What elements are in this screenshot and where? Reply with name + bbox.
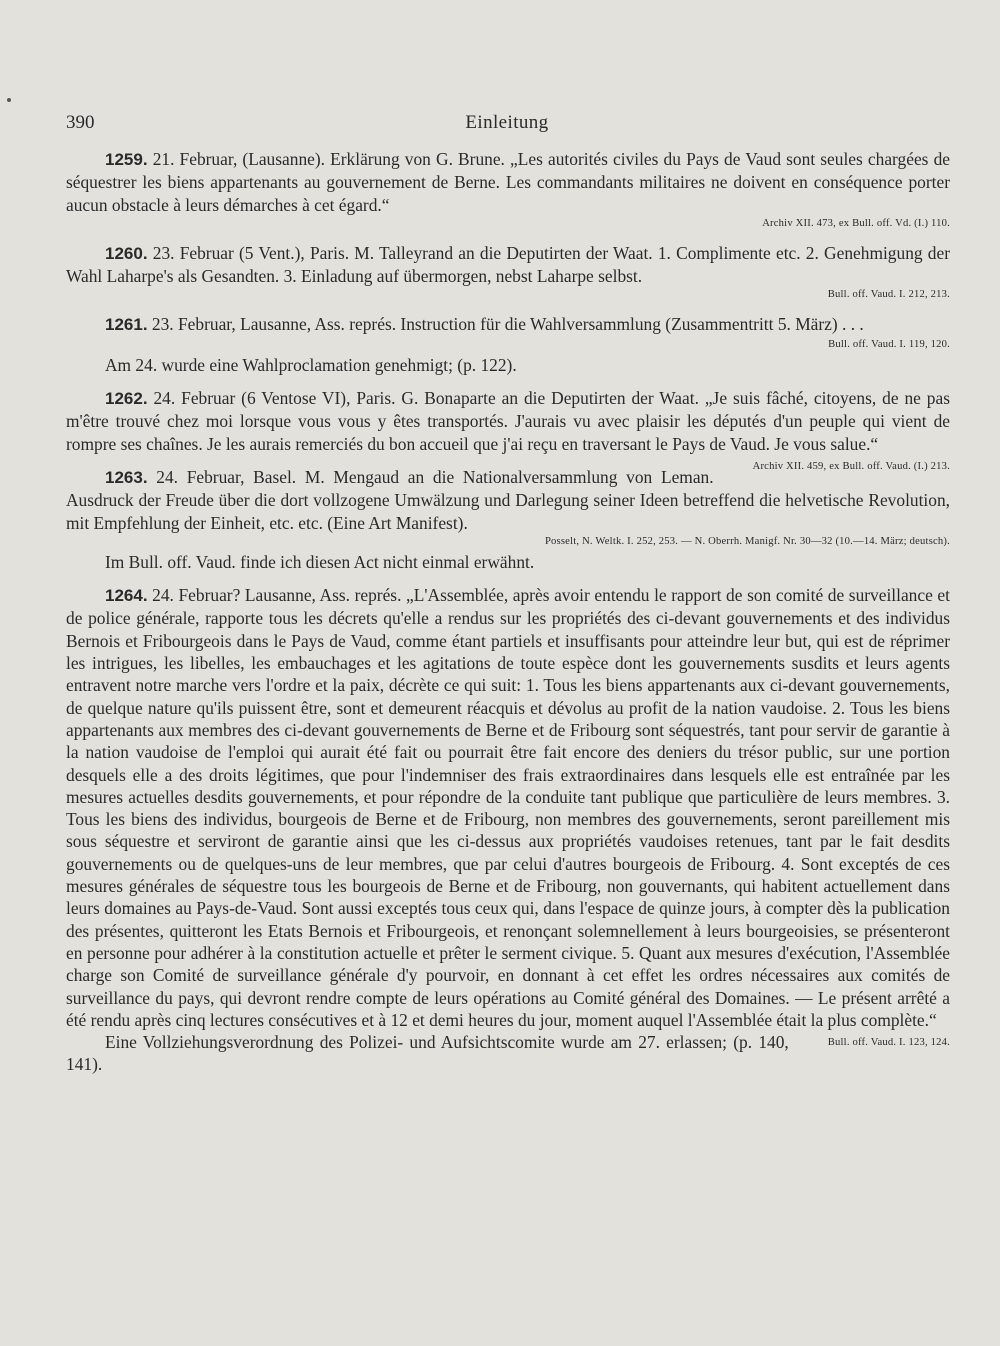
entry-body: 23. Februar, Lausanne, Ass. représ. Instruction für die Wahlversammlung (Zusammentritt 5. März) . . . bbox=[151, 314, 864, 335]
entry-source: Posselt, N. Weltk. I. 252, 253. — N. Oberrh. Manigf. Nr. 30—32 (10.—14. März; deutsch). bbox=[544, 535, 950, 547]
running-title: Einleitung bbox=[465, 112, 549, 133]
entry-source: Bull. off. Vaud. I. 119, 120. bbox=[828, 338, 950, 350]
entry-number: 1260. bbox=[105, 243, 148, 263]
entry-note: Eine Vollziehungsverordnung des Polizei- und Aufsichtscomite wurde am 27. erlassen; (p. 140, 141). bbox=[66, 1032, 789, 1075]
entry-source: Bull. off. Vaud. I. 212, 213. bbox=[827, 289, 950, 301]
entry-1261 bbox=[66, 313, 950, 376]
page-content bbox=[66, 148, 950, 1087]
entry-body: 23. Februar (5 Vent.), Paris. M. Talleyrand an die Deputirten der Waat. 1. Complimente etc. 2. Genehmigung der Wahl Laharpe's als Gesandten. 3. Einladung auf übermorgen, nebst Laharpe selbst. bbox=[66, 242, 950, 287]
entry-source: Bull. off. Vaud. I. 123, 124. bbox=[827, 1037, 950, 1049]
entry-source: Archiv XII. 473, ex Bull. off. Vd. (I.) 110. bbox=[762, 217, 950, 229]
entry-text bbox=[66, 313, 950, 336]
page-number: 390 bbox=[66, 112, 95, 133]
entry-text bbox=[66, 148, 950, 216]
entry-number: 1264. bbox=[105, 586, 148, 606]
entry-body: 24. Februar (6 Ventose VI), Paris. G. Bonaparte an die Deputirten der Waat. „Je suis fâché, citoyens, de ne pas m'être trouvé chez moi lorsque vous vous y êtes transportés. J'aurais vu avec plaisir les députés d'un peuple qui vient de rompre ses chaînes. Je les aurais remerciés du bon accueil que j'ai reçu en traversant le Pays de Vaud. Je vous salue.“ bbox=[66, 388, 950, 454]
entry-note: Im Bull. off. Vaud. finde ich diesen Act nicht einmal erwähnt. bbox=[105, 551, 535, 572]
page-header bbox=[66, 112, 948, 138]
entry-1259 bbox=[66, 148, 950, 231]
entry-number: 1259. bbox=[105, 150, 148, 169]
entry-number: 1262. bbox=[105, 389, 148, 409]
entry-text bbox=[66, 584, 950, 1049]
entry-body: 24. Februar? Lausanne, Ass. représ. „L'Assemblée, après avoir entendu le rapport de son comité de surveillance et de police générale, rapporte tous les décrets qu'elle a rendus sur les propriétés des ci-devant gouvernements et des individus Bernois et Fribourgeois dans le Pays de Vaud, comme étant partiels et insuffisants pour atteindre leur but, qui est de réprimer les intrigues, les libelles, les embauchages et les agitations de toute espèce dont les gouvernements susdits et leurs agents entravent notre marche vers l'ordre et la paix, décrète ce qui suit: 1. Tous les biens appartenants aux ci-devant gouvernements, de quelque nature qu'ils puissent être, sont et demeurent réacquis et dévolus au profit de la nation vaudoise. 2. Tous les biens appartenants aux membres des ci-devant gouvernements de Berne et de Fribourg sont séquestrés, tant pour servir de garantie à la nation vaudoise de l'emploi qui aurait été fait ou pourrait être fait encore des deniers du trésor public, sur une portion desquels elle a des droits légitimes, que pour l'indemniser des frais extraordinaires dans lesquels elle est entraînée par les mesures actuelles desdits gouvernements, et pour répondre de la conduite tant publique que particulière de leurs membres. 3. Tous les biens des individus, bourgeois de Berne et de Fribourg, non membres des gouvernements, seront pareillement mis sous séquestre et serviront de garantie ainsi que les ci-dessus aux propriétés vaudoises retenues, tant par le fait desdits gouvernements ou de quelques-uns de leur membres, que par celui d'autres bourgeois de Fribourg. 4. Sont exceptés de ces mesures générales de séquestre tous les bourgeois de Berne et de Fribourg, non gouvernants, qui habitent actuellement dans leurs domaines au Pays-de-Vaud. Sont aussi exceptés tous ceux qui, dans l'espace de quinze jours, à compter dès la publication des présentes, quitteront les Etats Bernois et Fribourgeois, et renonçant solemnellement à leurs bourgeoisies, se présenteront en personne pour adhérer à la constitution actuelle et prêter le serment civique. 5. Quant aux mesures d'exécution, l'Assemblée charge son Comité de surveillance générale d'y pourvoir, en donnant à cet effet les ordres nécessaires aux comités de surveillance du pays, qui devront rendre compte de leurs opérations au Comité général des Domaines. — Le présent arrêté a été rendu après cinq lectures consécutives et à 12 et demi heures du jour, moment auquel l'Assemblée était la plus complète.“ bbox=[66, 585, 950, 1030]
entry-body: 24. Februar, Basel. M. Mengaud an die Nationalversammlung von Leman. Ausdruck der Freude über die dort vollzogene Umwälzung und Darlegung seiner Ideen betreffend die helvetische Revolution, mit Empfehlung der Einheit, etc. etc. (Eine Art Manifest). bbox=[66, 466, 950, 533]
entry-text bbox=[66, 242, 950, 288]
entry-source: Archiv XII. 459, ex Bull. off. Vaud. (I.) 213. bbox=[752, 460, 950, 472]
entry-number: 1263. bbox=[105, 467, 148, 487]
entry-text bbox=[66, 387, 950, 472]
entry-body: 21. Februar, (Lausanne). Erklärung von G. Brune. „Les autorités civiles du Pays de Vaud sont seules chargées de séquestrer les biens appartenants au gouvernement de Berne. Les commandants militaires ne doivent en conséquence porter aucun obstacle à leurs démarches à cet égard.“ bbox=[66, 149, 950, 215]
entry-number: 1261. bbox=[105, 315, 148, 335]
entry-1263 bbox=[66, 466, 950, 573]
entry-1262 bbox=[66, 387, 950, 472]
entry-text bbox=[66, 466, 950, 534]
entry-1264 bbox=[66, 584, 950, 1076]
print-speck bbox=[7, 98, 11, 102]
entry-1260 bbox=[66, 242, 950, 303]
entry-note: Am 24. wurde eine Wahlproclamation genehmigt; (p. 122). bbox=[105, 354, 517, 375]
